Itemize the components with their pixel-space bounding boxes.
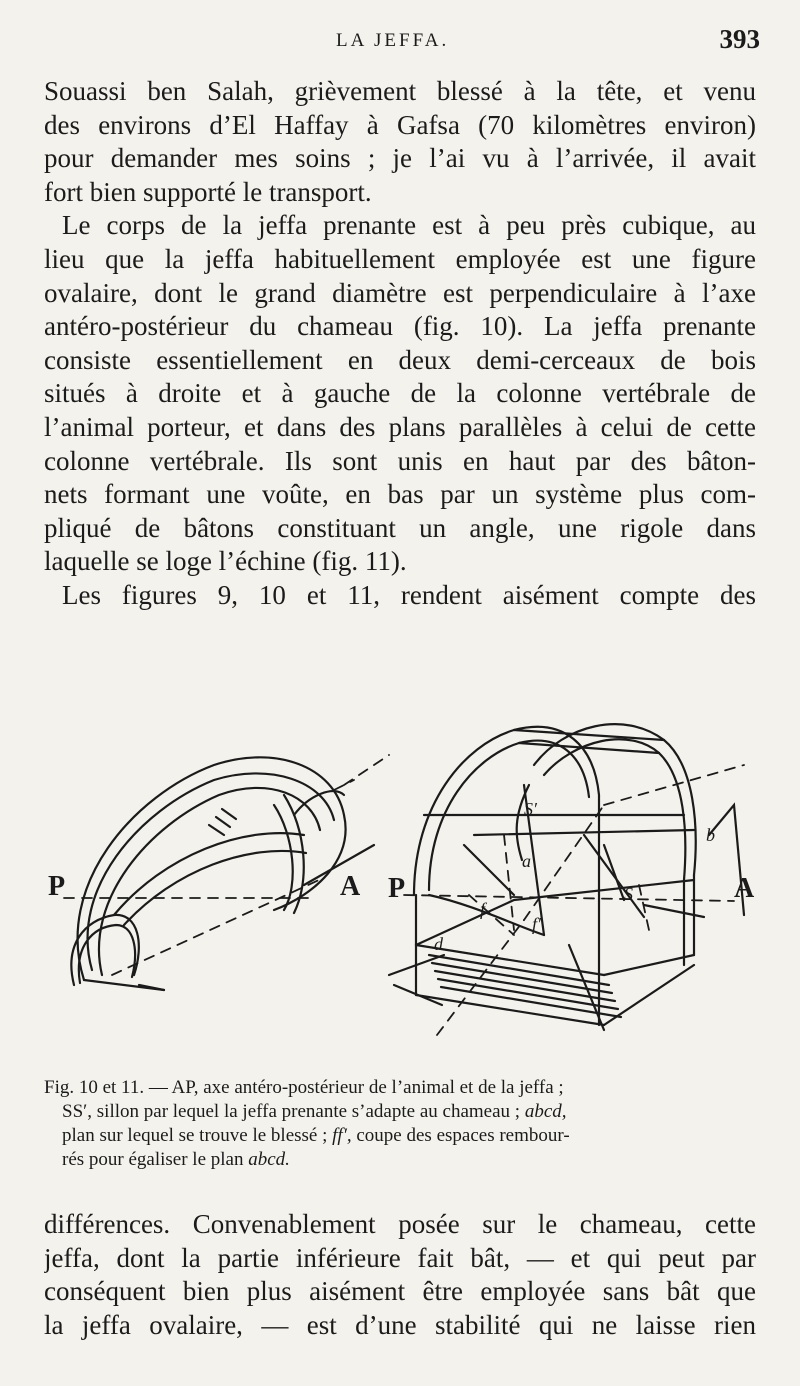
- caption-line: [44, 1148, 760, 1172]
- text-line: pliqué de bâtons constituant un angle, une rigole dans: [44, 512, 756, 543]
- label-right-p: P: [388, 873, 406, 904]
- caption-text: SS′, sillon par lequel la jeffa prenante s’adapte au chameau ;: [62, 1101, 525, 1122]
- text-line: nets formant une voûte, en bas par un système plus com-: [44, 479, 756, 510]
- body-text-bottom: [44, 1208, 756, 1342]
- text-line: conséquent bien plus aisément être employée sans bât que: [44, 1276, 756, 1307]
- caption-line: [44, 1124, 760, 1148]
- label-s-prime: S′: [524, 799, 537, 819]
- figure-jeffa-illustrations: [44, 685, 760, 1070]
- running-title: LA JEFFA.: [336, 30, 450, 51]
- oval-jeffa-figure: [71, 757, 374, 990]
- label-right-a: A: [734, 873, 755, 904]
- text-line: fort bien supporté le transport.: [44, 176, 372, 207]
- caption-text: coupe des espaces rembour-: [351, 1125, 570, 1146]
- caption-text: rés pour égaliser le plan: [62, 1149, 249, 1170]
- text-line: jeffa, dont la partie inférieure fait bât, — et qui peut par: [44, 1242, 756, 1273]
- text-line: pour demander mes soins ; je l’ai vu à l’arrivée, il avait: [44, 143, 756, 174]
- label-f-prime: f′: [532, 914, 541, 934]
- label-b: b: [706, 825, 715, 845]
- figure-caption: [44, 1076, 760, 1172]
- label-s: S: [624, 884, 633, 904]
- text-line: des environs d’El Haffay à Gafsa (70 kilomètres environ): [44, 109, 756, 140]
- caption-line: Fig. 10 et 11. — AP, axe antéro-postérieur de l’animal et de la jeffa ;: [44, 1077, 564, 1098]
- caption-em: abcd,: [524, 1101, 567, 1122]
- caption-line: [44, 1100, 760, 1124]
- caption-em: abcd.: [248, 1149, 290, 1170]
- caption-text: plan sur lequel se trouve le blessé ;: [62, 1125, 333, 1146]
- page-number: 393: [719, 24, 760, 54]
- label-d: d: [434, 934, 443, 954]
- text-line: l’animal porteur, et dans des plans parallèles à celui de cette: [44, 411, 756, 442]
- text-line: la jeffa ovalaire, — est d’une stabilité qui ne laisse rien: [44, 1309, 756, 1340]
- text-line: Le corps de la jeffa prenante est à peu près cubique, au: [62, 210, 756, 241]
- text-line: Les figures 9, 10 et 11, rendent aisément compte des: [62, 579, 756, 610]
- cubic-jeffa-figure: [389, 724, 744, 1030]
- text-line: laquelle se loge l’échine (fig. 11).: [44, 546, 407, 577]
- text-line: colonne vertébrale. Ils sont unis en haut par des bâton-: [44, 445, 756, 476]
- label-left-p: P: [48, 871, 66, 902]
- text-line: différences. Convenablement posée sur le chameau, cette: [44, 1209, 756, 1239]
- label-left-a: A: [340, 871, 361, 902]
- body-text-top: [44, 75, 756, 613]
- jeffa-drawing: [44, 685, 760, 1070]
- page-header: [0, 22, 800, 62]
- label-a: a: [522, 851, 531, 871]
- text-line: antéro-postérieur du chameau (fig. 10). La jeffa prenante: [44, 311, 756, 342]
- text-line: consiste essentiellement en deux demi-cerceaux de bois: [44, 344, 756, 375]
- label-f: f: [480, 899, 486, 919]
- text-line: ovalaire, dont le grand diamètre est perpendiculaire à l’axe: [44, 277, 756, 308]
- caption-em: ff′,: [332, 1125, 352, 1146]
- text-line: lieu que la jeffa habituellement employée est une figure: [44, 243, 756, 274]
- text-line: situés à droite et à gauche de la colonne vertébrale de: [44, 378, 756, 409]
- text-line: Souassi ben Salah, grièvement blessé à la tête, et venu: [44, 76, 756, 106]
